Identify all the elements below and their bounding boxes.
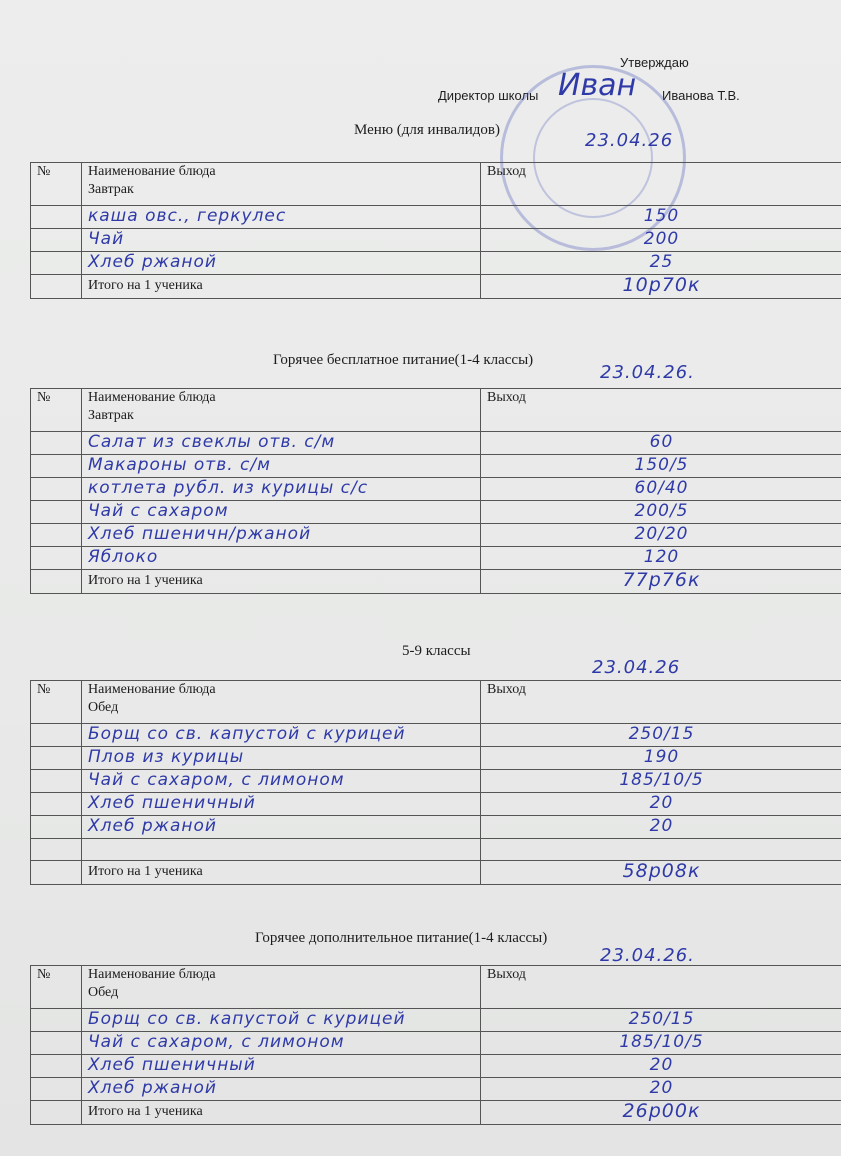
column-num: № bbox=[31, 163, 82, 206]
dish-name: Борщ со св. капустой с курицей bbox=[88, 724, 406, 744]
dish-name: Хлеб пшеничн/ржаной bbox=[88, 524, 312, 544]
director-name: Иванова Т.В. bbox=[662, 88, 740, 103]
meal-label: Обед bbox=[88, 700, 119, 715]
column-name: Наименование блюда Обед bbox=[82, 966, 481, 1009]
table-row bbox=[31, 1032, 841, 1055]
dish-output: 120 bbox=[643, 547, 680, 567]
dish-output: 150 bbox=[643, 206, 680, 226]
total-label: Итого на 1 ученика bbox=[82, 570, 481, 594]
menu-table bbox=[30, 162, 841, 299]
director-label: Директор школы bbox=[438, 88, 539, 103]
column-output: Выход bbox=[481, 389, 841, 432]
section-date: 23.04.26 bbox=[585, 130, 674, 151]
total-label: Итого на 1 ученика bbox=[82, 275, 481, 299]
column-name: Наименование блюда Завтрак bbox=[82, 389, 481, 432]
dish-output: 185/10/5 bbox=[619, 1032, 704, 1052]
dish-name: Хлеб ржаной bbox=[88, 252, 217, 272]
dish-name: Хлеб пшеничный bbox=[88, 793, 256, 813]
dish-output: 20/20 bbox=[634, 524, 689, 544]
dish-name: Борщ со св. капустой с курицей bbox=[88, 1009, 406, 1029]
dish-name: Яблоко bbox=[88, 547, 159, 567]
table-row bbox=[31, 793, 841, 816]
menu-table bbox=[30, 388, 841, 594]
menu-table bbox=[30, 965, 841, 1125]
table-row bbox=[31, 432, 841, 455]
table-row bbox=[31, 252, 841, 275]
dish-output: 250/15 bbox=[628, 724, 695, 744]
column-name: Наименование блюда Завтрак bbox=[82, 163, 481, 206]
total-row bbox=[31, 275, 841, 299]
total-label: Итого на 1 ученика bbox=[82, 861, 481, 885]
meal-label: Завтрак bbox=[88, 182, 134, 197]
dish-name: котлета рубл. из курицы с/с bbox=[88, 478, 369, 498]
table-row bbox=[31, 501, 841, 524]
table-row bbox=[31, 1055, 841, 1078]
column-output: Выход bbox=[481, 966, 841, 1009]
dish-output: 25 bbox=[649, 252, 674, 272]
table-row bbox=[31, 816, 841, 839]
total-cost: 10р70к bbox=[622, 274, 701, 296]
approve-label: Утверждаю bbox=[620, 55, 689, 70]
dish-name: Чай bbox=[88, 229, 125, 249]
total-cost: 26р00к bbox=[622, 1100, 701, 1122]
column-num: № bbox=[31, 681, 82, 724]
dish-name: Хлеб ржаной bbox=[88, 1078, 217, 1098]
dish-output: 20 bbox=[649, 816, 674, 836]
dish-output: 20 bbox=[649, 1078, 674, 1098]
dish-name: каша овс., геркулес bbox=[88, 206, 287, 226]
total-cost: 77р76к bbox=[622, 569, 701, 591]
section-title: Горячее дополнительное питание(1-4 классы) bbox=[255, 930, 548, 946]
column-output: Выход bbox=[481, 681, 841, 724]
table-row bbox=[31, 547, 841, 570]
dish-output: 185/10/5 bbox=[619, 770, 704, 790]
dish-output: 60/40 bbox=[634, 478, 689, 498]
total-label: Итого на 1 ученика bbox=[82, 1101, 481, 1125]
dish-output: 60 bbox=[649, 432, 674, 452]
dish-output: 200 bbox=[643, 229, 680, 249]
dish-name: Хлеб пшеничный bbox=[88, 1055, 256, 1075]
section-date: 23.04.26 bbox=[592, 657, 681, 678]
column-num: № bbox=[31, 389, 82, 432]
table-row bbox=[31, 747, 841, 770]
dish-name: Салат из свеклы отв. с/м bbox=[88, 432, 336, 452]
meal-label: Обед bbox=[88, 985, 119, 1000]
dish-name: Чай с сахаром bbox=[88, 501, 229, 521]
dish-name: Плов из курицы bbox=[88, 747, 245, 767]
dish-name: Чай с сахаром, с лимоном bbox=[88, 1032, 345, 1052]
table-row bbox=[31, 229, 841, 252]
dish-name: Хлеб ржаной bbox=[88, 816, 217, 836]
column-num: № bbox=[31, 966, 82, 1009]
column-output: Выход bbox=[481, 163, 841, 206]
dish-output: 190 bbox=[643, 747, 680, 767]
director-signature: Иван bbox=[558, 68, 637, 103]
section-title: 5-9 классы bbox=[402, 643, 471, 659]
total-row bbox=[31, 570, 841, 594]
table-row bbox=[31, 206, 841, 229]
meal-label: Завтрак bbox=[88, 408, 134, 423]
table-row bbox=[31, 724, 841, 747]
total-row bbox=[31, 1101, 841, 1125]
table-row bbox=[31, 770, 841, 793]
table-row bbox=[31, 524, 841, 547]
dish-name: Чай с сахаром, с лимоном bbox=[88, 770, 345, 790]
table-row bbox=[31, 839, 841, 861]
section-title: Горячее бесплатное питание(1-4 классы) bbox=[273, 352, 534, 368]
section-title: Меню (для инвалидов) bbox=[354, 122, 500, 138]
section-date: 23.04.26. bbox=[600, 945, 695, 966]
dish-output: 20 bbox=[649, 793, 674, 813]
dish-name: Макароны отв. с/м bbox=[88, 455, 271, 475]
table-row bbox=[31, 1009, 841, 1032]
table-row bbox=[31, 455, 841, 478]
section-date: 23.04.26. bbox=[600, 362, 695, 383]
table-row bbox=[31, 478, 841, 501]
dish-output: 250/15 bbox=[628, 1009, 695, 1029]
table-row bbox=[31, 1078, 841, 1101]
total-cost: 58р08к bbox=[622, 860, 701, 882]
column-name: Наименование блюда Обед bbox=[82, 681, 481, 724]
dish-output: 20 bbox=[649, 1055, 674, 1075]
dish-output: 200/5 bbox=[634, 501, 689, 521]
menu-table bbox=[30, 680, 841, 885]
total-row bbox=[31, 861, 841, 885]
dish-output: 150/5 bbox=[634, 455, 689, 475]
